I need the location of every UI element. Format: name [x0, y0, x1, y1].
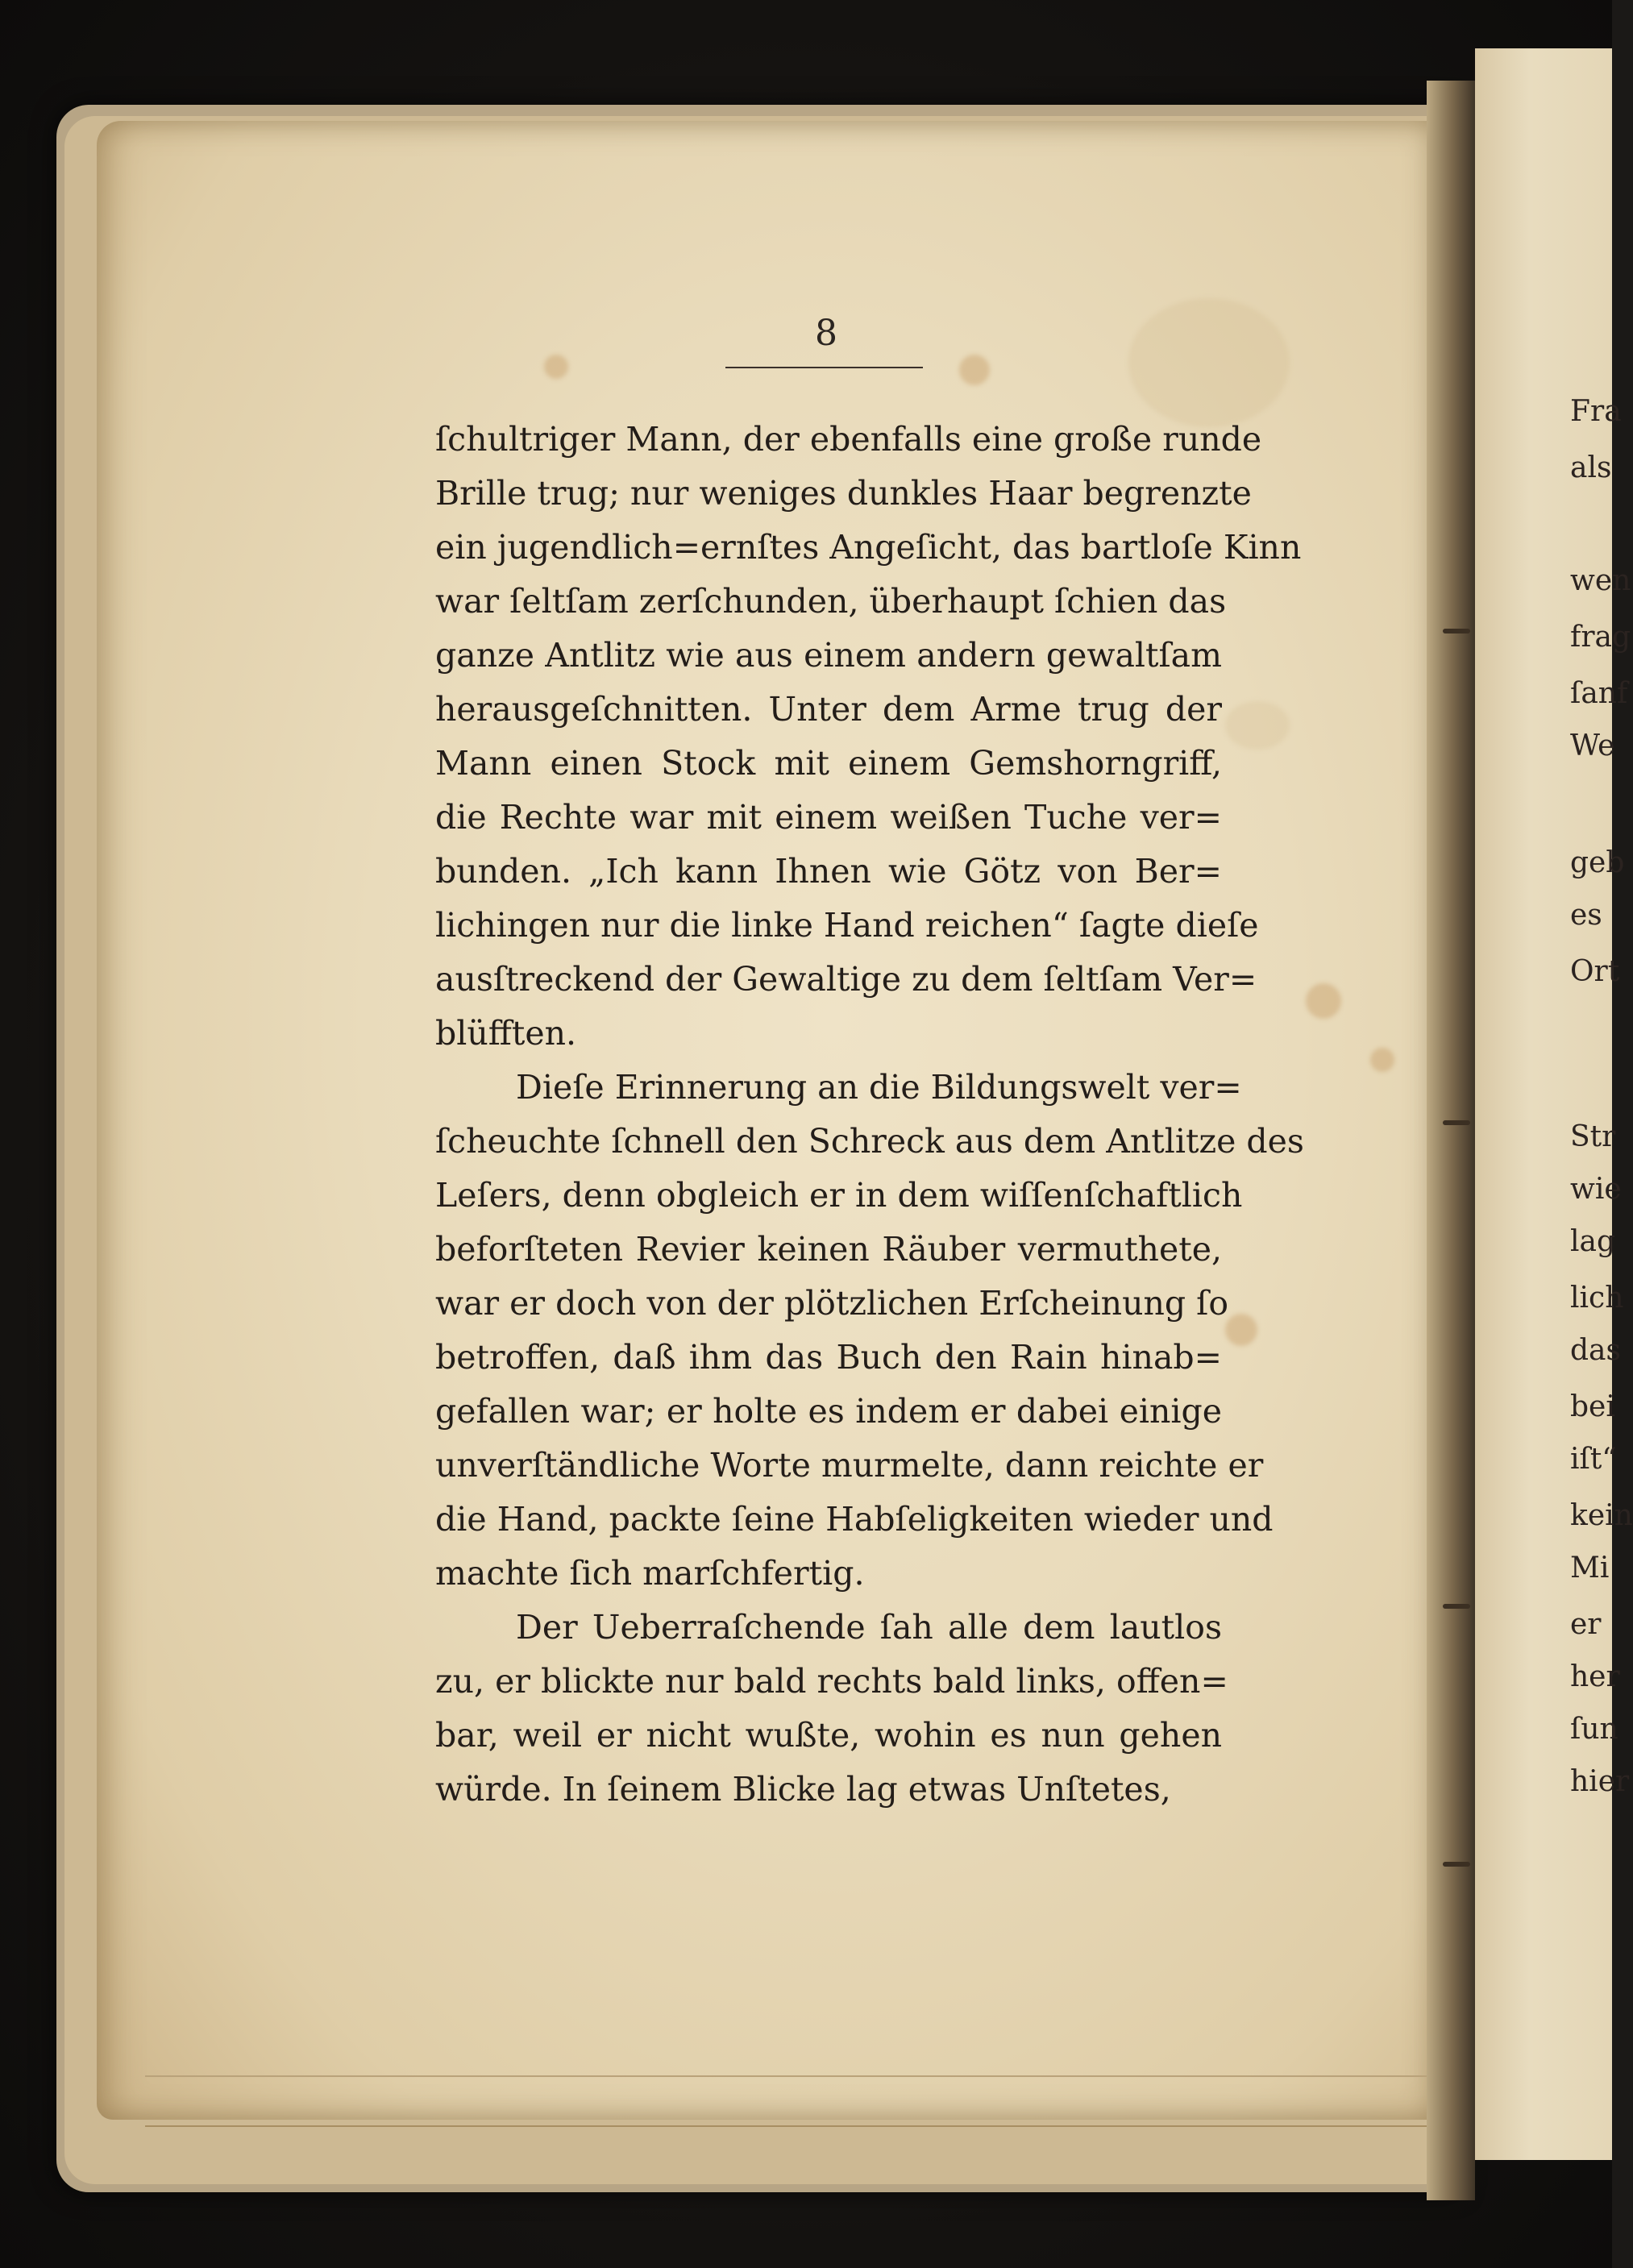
right-page-fragment: hier	[1570, 1765, 1630, 1798]
right-page-fragment: iſt“	[1570, 1443, 1617, 1476]
right-page-fragment: geb	[1570, 846, 1625, 879]
text-line: die Hand, packte ſeine Habſeligkeiten wieder und	[435, 1500, 1274, 1539]
text-line: blüfften.	[435, 1014, 577, 1053]
right-page-fragment: er	[1570, 1608, 1602, 1641]
text-line: war ſeltſam zerſchunden, überhaupt ſchien das	[435, 582, 1227, 621]
right-page-fragment: Mi	[1570, 1551, 1610, 1585]
binding-stitch	[1443, 1120, 1470, 1125]
page-number: 8	[815, 313, 837, 354]
text-line: beforſteten Revier keinen Räuber vermuthete,	[435, 1230, 1222, 1269]
right-page-fragment: ſanf	[1570, 677, 1628, 710]
right-page-fragment: Ort	[1570, 955, 1620, 988]
book-gutter	[1427, 81, 1475, 2200]
text-line: Mann einen Stock mit einem Gemshorngriff,	[435, 744, 1222, 783]
binding-stitch	[1443, 629, 1470, 633]
body-text	[435, 413, 1304, 1817]
text-line: ſchultriger Mann, der ebenfalls eine große runde	[435, 420, 1262, 459]
text-line: gefallen war; er holte es indem er dabei einige	[435, 1392, 1222, 1431]
text-line: Leſers, denn obgleich er in dem wiſſenſchaftlich	[435, 1176, 1243, 1215]
right-page-fragment: her	[1570, 1660, 1620, 1693]
header-rule	[725, 367, 923, 368]
right-page-fragment: bei	[1570, 1390, 1615, 1423]
foxing-stain	[544, 355, 568, 379]
text-line: machte ſich marſchfertig.	[435, 1554, 865, 1593]
text-line: betroffen, daß ihm das Buch den Rain hinab=	[435, 1338, 1222, 1377]
foxing-stain	[1225, 701, 1290, 750]
text-line: ausſtreckend der Gewaltige zu dem ſeltſam Ver=	[435, 960, 1257, 999]
text-line: ein jugendlich=ernſtes Angeſicht, das bartloſe Kinn	[435, 528, 1302, 567]
text-line: Der Ueberraſchende ſah alle dem lautlos	[516, 1608, 1222, 1647]
right-page-fragment: wie	[1570, 1173, 1622, 1206]
right-page-fragment: das	[1570, 1334, 1621, 1367]
text-line: unverſtändliche Worte murmelte, dann reichte er	[435, 1446, 1264, 1485]
right-page-fragment: kein	[1570, 1499, 1633, 1532]
text-line: bar, weil er nicht wußte, wohin es nun gehen	[435, 1716, 1222, 1755]
text-line: bunden. „Ich kann Ihnen wie Götz von Ber=	[435, 852, 1222, 891]
foxing-stain	[1370, 1048, 1394, 1072]
text-line: würde. In ſeinem Blicke lag etwas Unſtetes,	[435, 1770, 1171, 1809]
binding-stitch	[1443, 1862, 1470, 1867]
text-line: zu, er blickte nur bald rechts bald links, offen=	[435, 1662, 1228, 1701]
right-page-fragment: frag	[1570, 621, 1631, 654]
foxing-stain	[1225, 1314, 1257, 1346]
right-page-edge	[1475, 48, 1615, 2160]
right-page-fragment: Str	[1570, 1120, 1616, 1153]
right-page-fragment: We	[1570, 729, 1615, 762]
right-page-fragment: es	[1570, 899, 1602, 932]
right-page-fragment: wen	[1570, 564, 1631, 597]
text-line: die Rechte war mit einem weißen Tuche ver=	[435, 798, 1222, 837]
right-page-fragment: Fra	[1570, 395, 1622, 428]
foxing-stain	[959, 355, 990, 385]
text-line: Dieſe Erinnerung an die Bildungswelt ver=	[516, 1068, 1242, 1107]
text-line: war er doch von der plötzlichen Erſcheinung ſo	[435, 1284, 1229, 1323]
binding-stitch	[1443, 1604, 1470, 1609]
text-line: ganze Antlitz wie aus einem andern gewaltſam	[435, 636, 1222, 675]
text-line: herausgeſchnitten. Unter dem Arme trug der	[435, 690, 1222, 729]
foxing-stain	[1128, 298, 1290, 427]
text-line: lichingen nur die linke Hand reichen“ ſagte dieſe	[435, 906, 1259, 945]
right-page-fragment: ſun	[1570, 1713, 1618, 1746]
text-line: ſcheuchte ſchnell den Schreck aus dem Antlitze des	[435, 1122, 1304, 1161]
text-line: Brille trug; nur weniges dunkles Haar begrenzte	[435, 474, 1252, 513]
page-bottom-edges	[145, 2075, 1427, 2127]
right-page-fragment: lag	[1570, 1225, 1616, 1258]
foxing-stain	[1306, 983, 1341, 1019]
right-page-fragment: lich	[1570, 1281, 1624, 1315]
right-page-fragment: als	[1570, 451, 1612, 484]
